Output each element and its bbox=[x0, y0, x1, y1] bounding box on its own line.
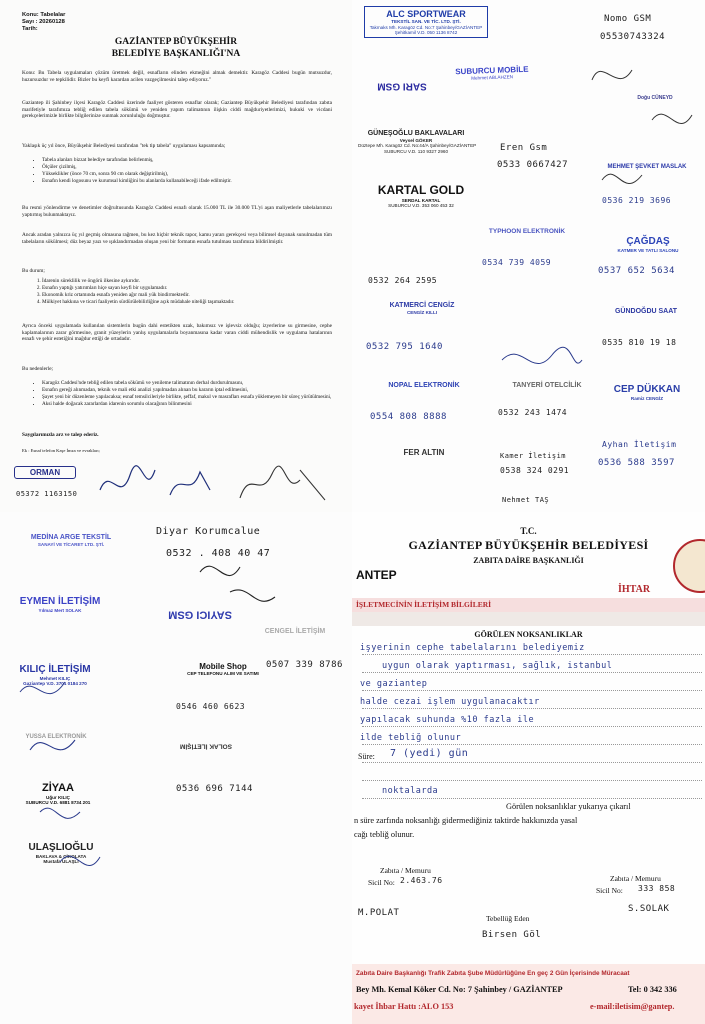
stamp-subtitle: CEP TELEFONU ALIM VE SATIMI bbox=[187, 671, 259, 677]
stamp-owner: Veysel GÖKER bbox=[399, 138, 433, 144]
officer-right-name: S.SOLAK bbox=[628, 904, 670, 914]
officer-left-name: M.POLAT bbox=[358, 908, 400, 918]
handwritten-phone: 0538 324 0291 bbox=[500, 466, 570, 475]
stamp-owner: Doğu CÜNEYD bbox=[637, 95, 673, 101]
signatures-scribble bbox=[90, 460, 330, 510]
paragraph-7: Ayrıca önceki uygulamada kullanılan sistemlerin bugün dahi estetikten uzak, bakımsız ve işlevsiz olduğu; izyerlerine su girmesine, cephe kaplamalarının zarar görmesine, granit yüzeylerin yanlış uygulamalarla boyanmasına kadar varan ciddi mühendislik ve uygulama hatalarının esnafı ve şehir estetiğini mağdur ettiği de ortadadır. bbox=[22, 323, 332, 343]
notice-text-3: cağı tebliğ olunur. bbox=[354, 830, 415, 839]
stamp-name: TANYERİ OTELCİLİK bbox=[512, 382, 582, 389]
handwritten-phone: 0532 795 1640 bbox=[366, 342, 443, 352]
stamp-owner: Mehmet KILIÇ bbox=[39, 675, 71, 681]
stamp-name: NOPAL ELEKTRONİK bbox=[388, 382, 460, 389]
attachment-line: Ek : Esnaf telefon Kaşe İmza ve evrakları; bbox=[22, 448, 100, 453]
signatures-scribble bbox=[482, 60, 702, 500]
stamp-owner: SERDAL KARTAL bbox=[401, 197, 441, 203]
handwritten-name: Eren Gsm bbox=[500, 143, 548, 153]
handwritten-phone: 0533 0667427 bbox=[497, 160, 569, 170]
zabita-notice bbox=[352, 512, 705, 1024]
handwritten-phone: 0536 588 3597 bbox=[598, 458, 675, 468]
ihtar-label: İHTAR bbox=[618, 584, 651, 595]
stamp-owner: Mehmet ABLAHZEN bbox=[471, 74, 514, 81]
kartal-gold-stamp bbox=[366, 184, 476, 208]
nopal-stamp bbox=[374, 382, 474, 390]
handwritten-phone: 0536 219 3696 bbox=[602, 196, 672, 205]
handwritten-phone: 0532 . 408 40 47 bbox=[166, 548, 271, 559]
sicil-left-label: Sicil No: bbox=[368, 878, 395, 887]
stamp-name: MEHMET ŞEVKET MASLAK bbox=[607, 164, 687, 170]
stamp-tax: SUBURCU V.D. 353 060 453 32 bbox=[388, 203, 454, 209]
stamp-name: CENGEL İLETİŞİM bbox=[264, 628, 326, 635]
handwritten-line-1: işyerinin cephe tabelalarını belediyemiz bbox=[360, 643, 585, 653]
handwritten-name: Ayhan İletişim bbox=[602, 440, 677, 449]
paragraph-3: Yaklaşık üç yıl önce, Büyükşehir Belediyesi tarafından "tek tip tabela" uygulaması kapsamında; bbox=[22, 143, 226, 149]
handwritten-name: Nehmet TAŞ bbox=[502, 496, 550, 504]
stamp-name: CEP DÜKKAN bbox=[613, 384, 681, 395]
date-line: Tarih: bbox=[22, 26, 38, 32]
signatures-scribble bbox=[0, 512, 352, 1024]
handwritten-phone: 05372 1163150 bbox=[16, 490, 78, 498]
footer-phone: Tel: 0 342 336 bbox=[628, 985, 677, 994]
stamp-tax: Şehitkamil V.D. 050 1136 8742 bbox=[394, 29, 458, 35]
stamp-name: ULAŞLIOĞLU bbox=[28, 842, 94, 853]
handwritten-line-5: yapılacak suhunda %10 fazla ile bbox=[360, 715, 535, 725]
stamp-name: SUBURCU MOBİLE bbox=[455, 64, 529, 77]
handwritten-name: Diyar Korumcalue bbox=[156, 526, 261, 537]
fer-altin-stamp bbox=[374, 448, 474, 457]
number-line: Sayı : 20260128 bbox=[22, 19, 65, 25]
notice-text-2: n süre zarfında noksanlığı gidermediğiniz taktirde hakkınızda yasal bbox=[354, 816, 578, 825]
list-item: • Şayet yeni bir düzenleme yapılacaksa; esnaf temsilcileriyle birlikte, şeffaf, makul ve masrafları esnafa yüklemeyen bir süreç yürütülmesini, bbox=[42, 394, 342, 401]
stamp-name: SARI GSM bbox=[377, 80, 427, 92]
list-item: • Esnafın kendi logosunu ve kurumsal kimliğini bu alanlarda kullanabileceği ifade edilmiştir. bbox=[42, 178, 342, 185]
stamp-name: ÇAĞDAŞ bbox=[626, 236, 670, 247]
handwritten-phone: 0534 739 4059 bbox=[482, 258, 552, 267]
handwritten-phone: 0536 696 7144 bbox=[176, 784, 253, 794]
stamp-subtitle: TEKSTİL SAN. VE TİC. LTD. ŞTİ. bbox=[391, 19, 461, 25]
stamp-name: EYMEN İLETİŞİM bbox=[19, 596, 101, 607]
list-item: 1. İdarenin süreklilik ve öngörü ilkesine aykırıdır. bbox=[42, 278, 342, 285]
stamp-address: Takmaks Mh. Karagöz Cd. No:7 Şahinbey/GAZİANTEP bbox=[369, 24, 483, 30]
footer-line-1: Zabıta Daire Başkanlığı Trafik Zabıta Şube Müdürlüğüne En geç 2 Gün İçerisinde Müracaat bbox=[356, 970, 630, 977]
handwritten-phone: 0554 808 8888 bbox=[370, 412, 447, 422]
stamp-owner: Mustafa ULAŞLI bbox=[43, 858, 79, 864]
tebellug-label: Tebellüğ Eden bbox=[486, 914, 530, 923]
stamp-subtitle: BAKLAVA & ÇİKOLATA bbox=[35, 853, 87, 859]
handwritten-line-6: ilde tebliğ olunur bbox=[360, 733, 462, 743]
list-item: 4. Mülkiyet hakkına ve ticari faaliyetin sürdürülebilirliğine açık müdahale niteliği taşımaktadır. bbox=[42, 299, 342, 306]
stamp-name: ALC SPORTWEAR bbox=[386, 9, 466, 19]
subject-line: Konu: Tabelalar bbox=[22, 12, 66, 18]
stamp-name: SOLAK İLETİŞİM bbox=[180, 742, 232, 750]
list-demands bbox=[32, 380, 342, 408]
tc-label: T.C. bbox=[520, 526, 537, 536]
gunesoglu-stamp bbox=[358, 130, 477, 154]
handwritten-name: Kamer İletişim bbox=[500, 452, 567, 460]
stamps-page-2 bbox=[0, 512, 352, 1024]
zabita-right-label: Zabıta / Memuru bbox=[610, 874, 661, 883]
handwritten-line-4: halde cezai işlem uygulanacaktır bbox=[360, 697, 540, 707]
observed-label: GÖRÜLEN NOKSANLIKLAR bbox=[474, 630, 583, 639]
notice-subtitle: ZABITA DAİRE BAŞKANLIĞI bbox=[473, 556, 584, 565]
paragraph-5: Ancak aradan yalnızca üç yıl geçmiş olmasına rağmen, bu kez hiçbir teknik rapor, kamu yararı gerekçesi veya bilimsel dayanak sunulmadan tüm tabelaların sökülmesi; düz beyaz yazı ve ışıklandırmadan oluşan yeni bir formatın esnafa tutulması tarafımıza bildirilmiştir. bbox=[22, 232, 332, 245]
handwritten-phone: 0546 460 6623 bbox=[176, 702, 246, 711]
paragraph-4: Bu resmi yönlendirme ve denetimler doğrultusunda Karagöz Caddesi esnafı olarak 15.000 TL ile 30.000 TL'yi aşan maliyetlerle tabelalarımızı yaptırmış bulunmaktayız. bbox=[22, 205, 332, 218]
katmerci-stamp bbox=[374, 302, 470, 315]
sicil-right-value: 333 858 bbox=[638, 884, 676, 893]
footer-line-3: kayet İhbar Hattı :ALO 153 bbox=[354, 1002, 454, 1011]
handwritten-phone: 0507 339 8786 bbox=[266, 660, 343, 670]
stamp-subtitle: SANAYİ VE TİCARET LTD. ŞTİ. bbox=[37, 542, 105, 548]
stamp-name: ORMAN bbox=[29, 468, 61, 477]
handwritten-phone: 0537 652 5634 bbox=[598, 266, 675, 276]
stamp-name: KATMERCİ CENGİZ bbox=[389, 302, 455, 309]
stamp-owner: Uğur KILIÇ bbox=[46, 794, 70, 800]
sure-label: Süre: bbox=[358, 752, 375, 761]
sicil-left-value: 2.463.76 bbox=[400, 876, 443, 885]
handwritten-name: Nomo GSM bbox=[604, 14, 652, 24]
paragraph-8: Bu nedenlerle; bbox=[22, 366, 54, 372]
stamp-name: FER ALTIN bbox=[403, 448, 445, 457]
sari-gsm-stamp bbox=[372, 80, 432, 92]
business-info-label: İŞLETMECİNİN İLETİŞİM BİLGİLERİ bbox=[356, 600, 492, 609]
recipient-line-1: GAZİANTEP BÜYÜKŞEHİR bbox=[114, 37, 238, 47]
zabita-left-label: Zabıta / Memuru bbox=[380, 866, 431, 875]
tebellug-signature: Birsen Göl bbox=[482, 930, 542, 940]
recipient-line-2: BELEDİYE BAŞKANLIĞI'NA bbox=[111, 49, 241, 59]
stamp-owner: Yılmaz Mert SOLAK bbox=[38, 607, 82, 613]
paragraph-2: Gaziantep ili Şahinbey ilçesi Karagöz Caddesi üzerinde faaliyet gösteren esnaflar olarak; Gaziantep Büyükşehir Belediyesi tarafından zabıta marifetiyle tarafımıza tebliğ edilen tabela sökümü ve yeniden yapım talimatının ilişkin ciddi mağduriyetlerimizi, hukuki ve vicdani gerekçelerimizle birlikte bilgilerinize sunmak zorunluluğu doğmuştur. bbox=[22, 100, 332, 120]
closing-line: Saygılarımızla arz ve talep ederiz. bbox=[22, 432, 99, 438]
sicil-right-label: Sicil No: bbox=[596, 886, 623, 895]
stamp-name: YUSSA ELEKTRONİK bbox=[25, 734, 87, 740]
notice-title: GAZİANTEP BÜYÜKŞEHİR BELEDİYESİ bbox=[408, 538, 649, 552]
stamp-tax: Gaziantep V.D. 3701 0184 270 bbox=[23, 680, 87, 686]
orman-stamp bbox=[14, 466, 76, 479]
list-item: • Esnafın gereği alınmadan, teknik ve mali etki analizi yapılmadan alınan bu kararın iptal edilmesini, bbox=[42, 387, 342, 394]
paragraph-6: Bu durum; bbox=[22, 268, 45, 274]
list-item: • Karagöz Caddesi'nde tebliğ edilen tabela sökümü ve yenileme talimatının derhal durdurulmasını, bbox=[42, 380, 342, 387]
business-info-bar bbox=[352, 598, 705, 612]
stamp-subtitle: KATMER VE TATLI SALONU bbox=[617, 247, 679, 253]
handwritten-phone: 05530743324 bbox=[600, 32, 666, 42]
sure-value: 7 (yedi) gün bbox=[390, 748, 469, 759]
footer-line-2: Bey Mh. Kemal Köker Cd. No: 7 Şahinbey / GAZİANTEP bbox=[356, 985, 563, 994]
stamp-tax: SUBURCU V.D. 110 9327 2960 bbox=[383, 148, 449, 154]
stamp-name: SAYICI GSM bbox=[168, 608, 232, 621]
list-consequences bbox=[32, 278, 342, 306]
emblem-icon bbox=[670, 536, 705, 596]
paragraph-1: Konu: Bu Tabela uygulamaları çözüm üretmek değil, esnafların elinden ekmeğini almak demektir. Karagöz Caddesi bugün mutsuzdur, huzursuzdur ve tepkilidir. Bizler bu keyfi karardan acilen vazgeçilmesini talep ediyoruz." bbox=[22, 70, 332, 83]
stamp-name: Mobile Shop bbox=[199, 662, 247, 671]
footer-email: e-mail:iletisim@gantep. bbox=[590, 1002, 675, 1011]
notice-text-1: Görülen noksanlıklar yukarıya çıkarıl bbox=[506, 802, 631, 811]
stamp-owner: Ramiz CENGİZ bbox=[630, 395, 664, 401]
handwritten-line-7: noktalarda bbox=[382, 786, 439, 796]
stamp-name: ZİYAA bbox=[42, 782, 74, 794]
stamp-owner: CENGİZ KILLI bbox=[406, 310, 438, 316]
stamps-page-1 bbox=[352, 0, 705, 512]
list-item: • Yükseklikler (önce 70 cm, sonra 90 cm olarak değiştirilmiş), bbox=[42, 171, 342, 178]
stamp-name: KILIÇ İLETİŞİM bbox=[19, 664, 91, 675]
handwritten-phone: 0532 264 2595 bbox=[368, 276, 438, 285]
list-item: 3. Ekonomik kriz ortamında esnafa yeniden ağır mali yük bindirmektedir. bbox=[42, 292, 342, 299]
stamp-address: Düztepe Mh. Karagöz Cd. No:44/A Şahinbey/GAZİANTEP bbox=[358, 143, 477, 149]
stamp-name: GÜNDOĞDU SAAT bbox=[614, 308, 678, 315]
stamp-name: TYPHOON ELEKTRONİK bbox=[488, 228, 566, 235]
handwritten-line-3: ve gaziantep bbox=[360, 679, 428, 689]
petition-letter bbox=[0, 0, 352, 512]
list-item: • Ölçüler çizilmiş, bbox=[42, 164, 342, 171]
antep-logo: ANTEP bbox=[356, 568, 397, 582]
list-tabela-rules bbox=[32, 157, 342, 185]
list-item: • Tabela alanları bizzat belediye tarafından belirlenmiş, bbox=[42, 157, 342, 164]
alc-stamp bbox=[364, 6, 488, 38]
list-item: 2. Esnafın yaptığı yatırımları hiçe sayan keyfi bir uygulamadır. bbox=[42, 285, 342, 292]
handwritten-phone: 0535 810 19 18 bbox=[602, 338, 677, 347]
stamp-name: GÜNEŞOĞLU BAKLAVALARI bbox=[367, 130, 465, 137]
stamp-name: KARTAL GOLD bbox=[377, 183, 465, 197]
stamp-tax: SUBURCU V.D. 6881 8734 201 bbox=[25, 799, 91, 805]
list-item: • Aksi halde doğacak zararlardan idarenin sorumlu olacağının bilinmesini bbox=[42, 401, 342, 408]
handwritten-phone: 0532 243 1474 bbox=[498, 408, 568, 417]
handwritten-line-2: uygun olarak yaptırması, sağlık, istanbul bbox=[382, 661, 613, 671]
stamp-name: MEDİNA ARGE TEKSTİL bbox=[30, 534, 112, 541]
